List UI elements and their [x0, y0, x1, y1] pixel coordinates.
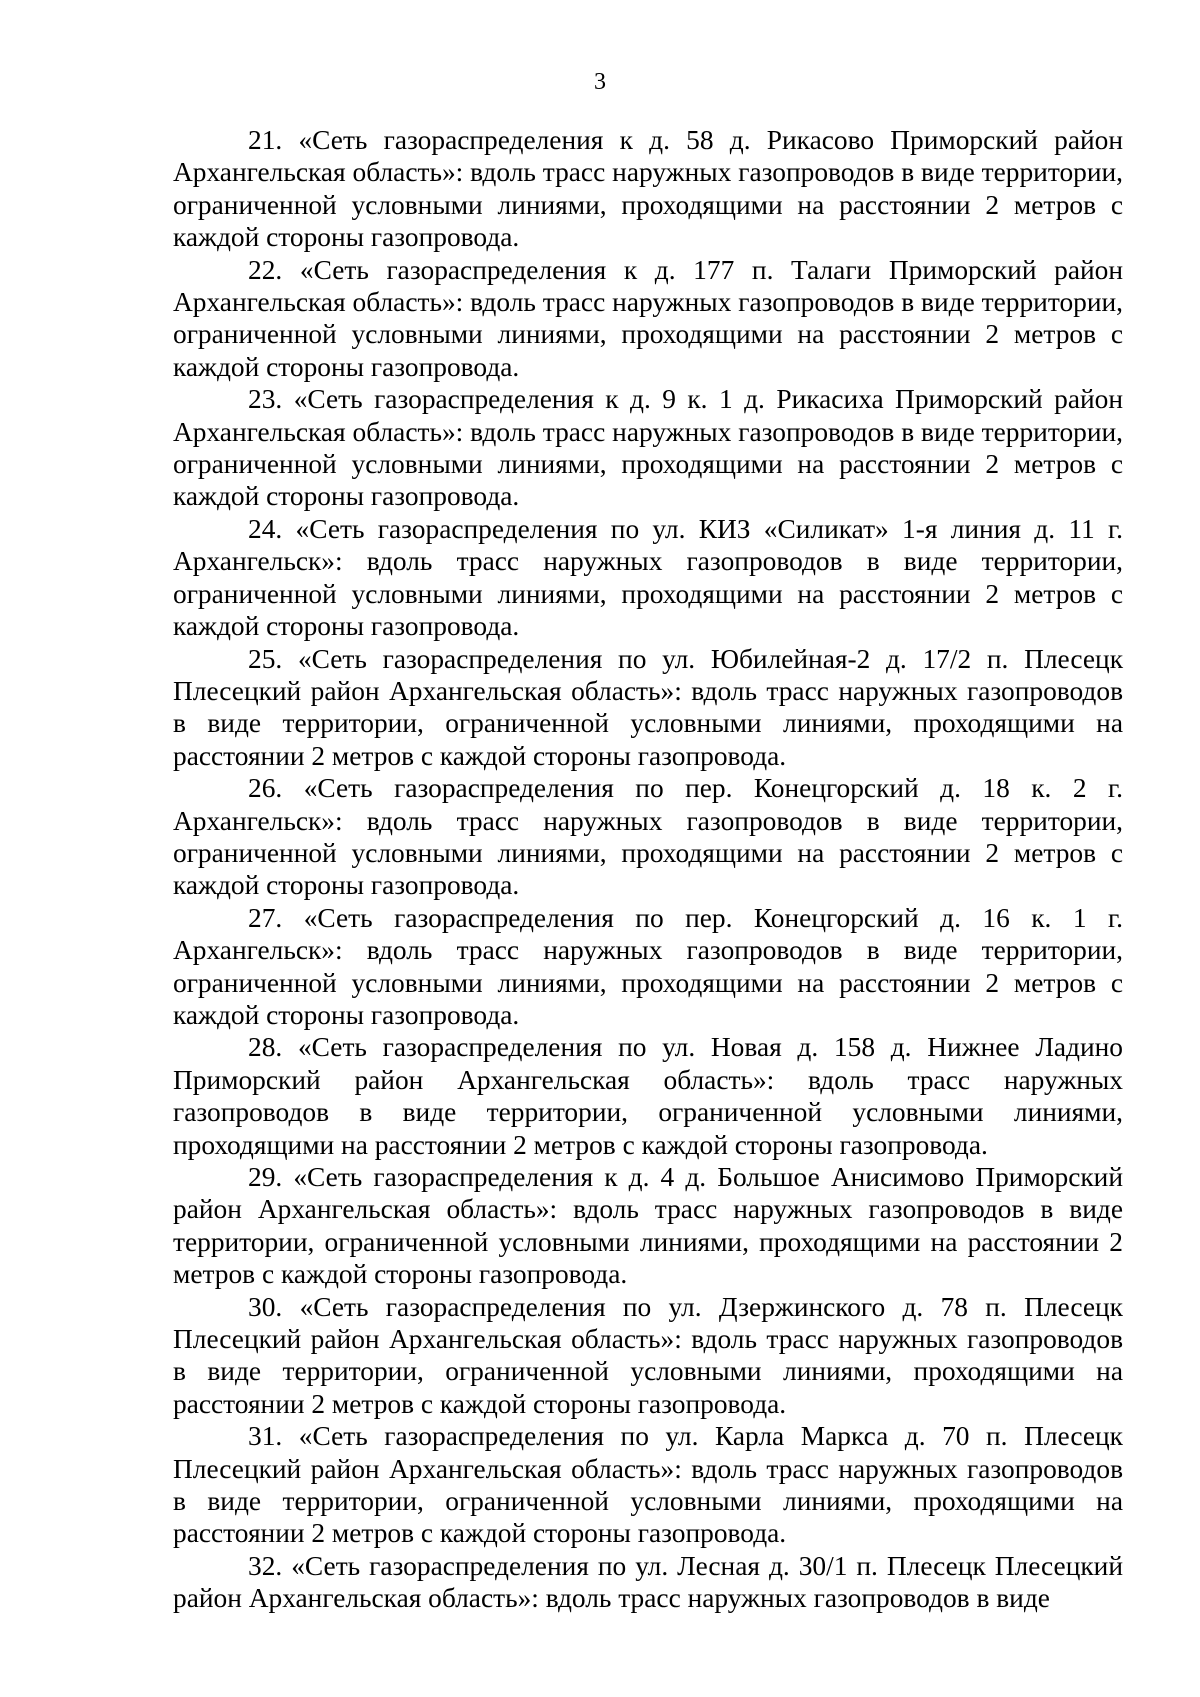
- list-item: [173, 513, 1123, 643]
- item-text: «Сеть газораспределения к д. 58 д. Рикасово Приморский район Архангельская область»: вдоль трасс наружных газопроводов в виде территории, ограниченной условными линиями, проходящими на расстоянии 2 метров с каждой стороны газопровода.: [173, 125, 1123, 253]
- item-text: «Сеть газораспределения к д. 9 к. 1 д. Рикасиха Приморский район Архангельская область»: вдоль трасс наружных газопроводов в виде территории, ограниченной условными линиями, проходящими на расстоянии 2 метров с каждой стороны газопровода.: [173, 384, 1123, 512]
- document-body: [173, 124, 1123, 1615]
- list-item: [173, 1031, 1123, 1161]
- item-number: 30.: [248, 1291, 283, 1322]
- item-number: 31.: [248, 1421, 283, 1452]
- list-item: [173, 1420, 1123, 1550]
- item-number: 28.: [248, 1032, 283, 1063]
- item-number: 26.: [248, 773, 283, 804]
- item-text: «Сеть газораспределения к д. 4 д. Большое Анисимово Приморский район Архангельская область»: вдоль трасс наружных газопроводов в виде территории, ограниченной условными линиями, проходящими на расстоянии 2 метров с каждой стороны газопровода.: [173, 1162, 1123, 1290]
- item-text: «Сеть газораспределения по ул. Новая д. 158 д. Нижнее Ладино Приморский район Архангельская область»: вдоль трасс наружных газопроводов в виде территории, ограниченной условными линиями, проходящими на расстоянии 2 метров с каждой стороны газопровода.: [173, 1032, 1123, 1160]
- item-text: «Сеть газораспределения к д. 177 п. Талаги Приморский район Архангельская область»: вдоль трасс наружных газопроводов в виде территории, ограниченной условными линиями, проходящими на расстоянии 2 метров с каждой стороны газопровода.: [173, 254, 1123, 382]
- item-number: 29.: [248, 1162, 283, 1192]
- item-text: «Сеть газораспределения по ул. КИЗ «Силикат» 1-я линия д. 11 г. Архангельск»: вдоль трасс наружных газопроводов в виде территории, ограниченной условными линиями, проходящими на расстоянии 2 метров с каждой стороны газопровода.: [173, 513, 1123, 642]
- list-item: [173, 772, 1123, 902]
- list-item: [173, 254, 1123, 384]
- item-number: 25.: [248, 643, 283, 674]
- item-number: 32.: [248, 1550, 283, 1581]
- item-text: «Сеть газораспределения по ул. Дзержинского д. 78 п. Плесецк Плесецкий район Архангельская область»: вдоль трасс наружных газопроводов в виде территории, ограниченной условными линиями, проходящими на расстоянии 2 метров с каждой стороны газопровода.: [173, 1291, 1123, 1419]
- item-text: «Сеть газораспределения по пер. Конецгорский д. 16 к. 1 г. Архангельск»: вдоль трасс наружных газопроводов в виде территории, ограниченной условными линиями, проходящими на расстоянии 2 метров с каждой стороны газопровода.: [173, 902, 1123, 1030]
- list-item: [173, 1550, 1123, 1615]
- list-item: [173, 643, 1123, 773]
- item-text: «Сеть газораспределения по ул. Лесная д. 30/1 п. Плесецк Плесецкий район Архангельская область»: вдоль трасс наружных газопроводов в виде: [173, 1550, 1123, 1614]
- list-item: [173, 124, 1123, 254]
- item-text: «Сеть газораспределения по ул. Карла Маркса д. 70 п. Плесецк Плесецкий район Архангельская область»: вдоль трасс наружных газопроводов в виде территории, ограниченной условными линиями, проходящими на расстоянии 2 метров с каждой стороны газопровода.: [173, 1421, 1123, 1549]
- item-number: 22.: [248, 254, 283, 285]
- page-number: 3: [594, 69, 606, 95]
- item-text: «Сеть газораспределения по пер. Конецгорский д. 18 к. 2 г. Архангельск»: вдоль трасс наружных газопроводов в виде территории, ограниченной условными линиями, проходящими на расстоянии 2 метров с каждой стороны газопровода.: [173, 773, 1123, 901]
- list-item: [173, 1291, 1123, 1421]
- list-item: [173, 1161, 1123, 1291]
- item-number: 21.: [248, 125, 283, 155]
- item-text: «Сеть газораспределения по ул. Юбилейная-2 д. 17/2 п. Плесецк Плесецкий район Архангельская область»: вдоль трасс наружных газопроводов в виде территории, ограниченной условными линиями, проходящими на расстоянии 2 метров с каждой стороны газопровода.: [173, 643, 1123, 771]
- item-number: 27.: [248, 902, 283, 933]
- list-item: [173, 383, 1123, 513]
- list-item: [173, 902, 1123, 1032]
- item-number: 24.: [248, 513, 283, 544]
- item-number: 23.: [248, 384, 283, 415]
